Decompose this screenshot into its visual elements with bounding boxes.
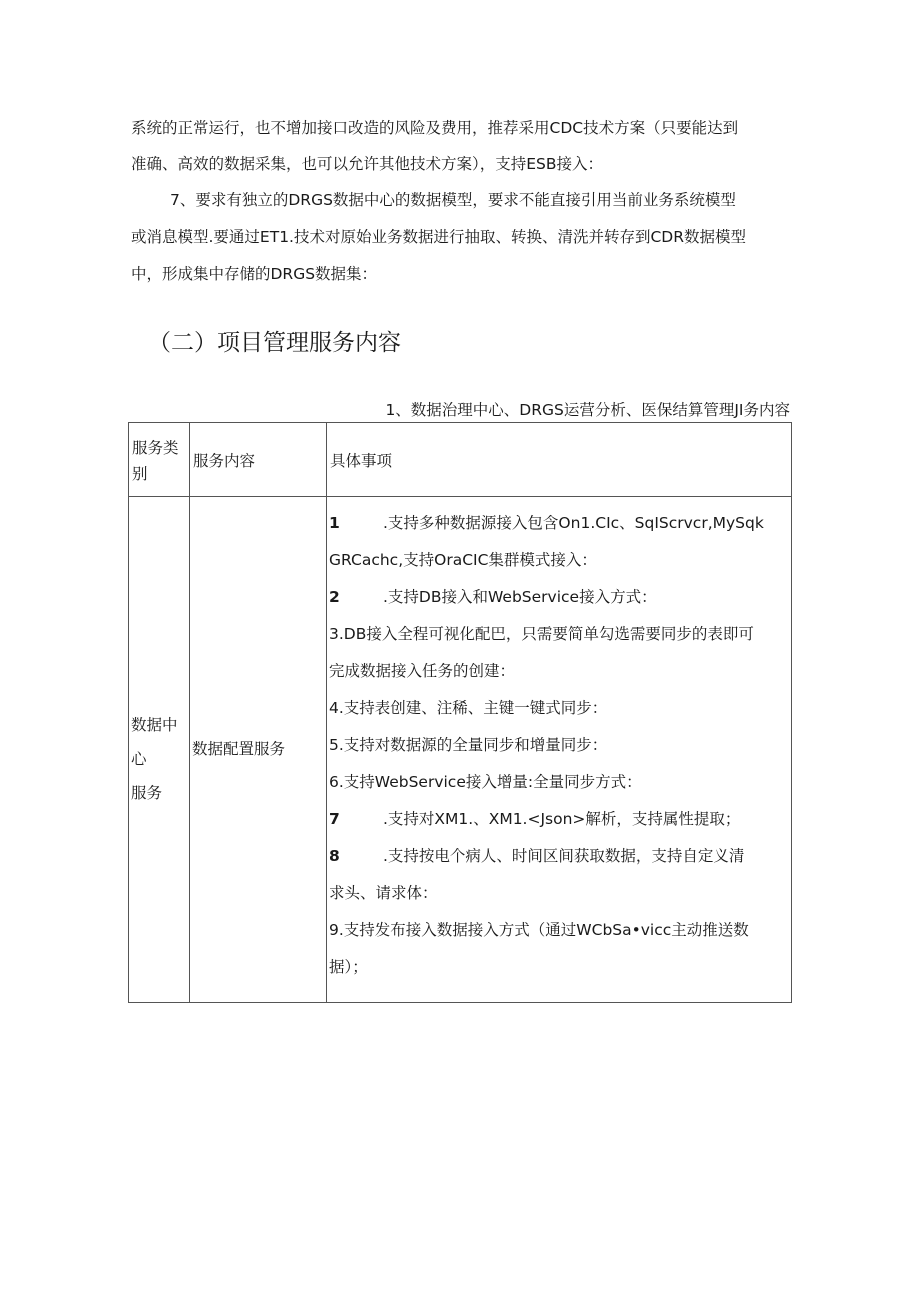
list-item: [329, 505, 785, 542]
item-number: 8: [329, 847, 340, 865]
content-cell: [190, 497, 327, 1003]
header-category: [129, 423, 190, 497]
list-item: [329, 801, 785, 838]
paragraph-line: 中，形成集中存储的DRGS数据集：: [131, 265, 378, 283]
category-line: 心: [131, 750, 147, 768]
section-heading: （二）项目管理服务内容: [148, 330, 401, 356]
header-content: [190, 423, 327, 497]
item-text: 6.支持WebService接入增量:全量同步方式：: [329, 773, 642, 791]
item-text: 求头、请求体：: [329, 884, 438, 902]
category-cell: [129, 497, 190, 1003]
paragraph-line: 准确、高效的数据采集，也可以允许其他技术方案），支持ESB接入：: [131, 155, 604, 173]
item-text: .支持多种数据源接入包含On1.CIc、SqIScrvcr,MySqk: [383, 514, 764, 532]
item-number: 7: [329, 810, 340, 828]
list-item: [329, 616, 785, 653]
header-category-line: 服务类: [132, 439, 179, 457]
list-item: [329, 912, 785, 949]
paragraph-line: 或消息模型.要通过ET1.技术对原始业务数据进行抽取、转换、清洗并转存到CDR数据模型: [131, 228, 747, 246]
item-text: .支持对XM1.、XM1.<Json>解析，支持属性提取；: [383, 810, 741, 828]
service-table: [128, 422, 792, 1003]
list-item: [329, 579, 785, 616]
item-text: 3.DB接入全程可视化配巴，只需要简单勾选需要同步的表即可: [329, 625, 754, 643]
list-item: [329, 727, 785, 764]
list-item: [329, 653, 785, 690]
item-number: 1: [329, 514, 340, 532]
paragraph-line: 系统的正常运行，也不增加接口改造的风险及费用，推荐采用CDC技术方案（只要能达到: [131, 119, 739, 137]
list-item: [329, 542, 785, 579]
header-content-label: 服务内容: [193, 452, 256, 470]
item-text: 4.支持表创建、注稀、主键一键式同步：: [329, 699, 608, 717]
category-line: 服务: [131, 784, 163, 802]
list-item: [329, 690, 785, 727]
item-text: .支持按电个病人、时间区间获取数据，支持自定义清: [383, 847, 745, 865]
item-text: 完成数据接入任务的创建：: [329, 662, 516, 680]
item-text: GRCachc,支持OraCIC集群模式接入：: [329, 551, 597, 569]
content-label: 数据配置服务: [192, 740, 286, 758]
list-item: [329, 875, 785, 912]
items-cell: [327, 497, 792, 1003]
list-item: [329, 764, 785, 801]
item-text: 9.支持发布接入数据接入方式（通过WCbSa•vicc主动推送数: [329, 921, 749, 939]
header-items: [327, 423, 792, 497]
item-number: 2: [329, 588, 340, 606]
list-item: [329, 838, 785, 875]
item-text: .支持DB接入和WebService接入方式：: [383, 588, 657, 606]
list-item: [329, 949, 785, 986]
items-list: [327, 497, 791, 986]
table-row: [129, 497, 792, 1003]
category-line: 数据中: [131, 716, 178, 734]
table-caption: 1、数据治理中心、DRGS运营分析、医保结算管理JI务内容: [385, 401, 790, 419]
paragraph-line: 7、要求有独立的DRGS数据中心的数据模型，要求不能直接引用当前业务系统模型: [170, 191, 736, 209]
table-header-row: [129, 423, 792, 497]
item-text: 5.支持对数据源的全量同步和增量同步：: [329, 736, 608, 754]
item-text: 据）；: [329, 958, 368, 976]
header-items-label: 具体事项: [330, 452, 393, 470]
header-category-line: 别: [132, 465, 148, 483]
